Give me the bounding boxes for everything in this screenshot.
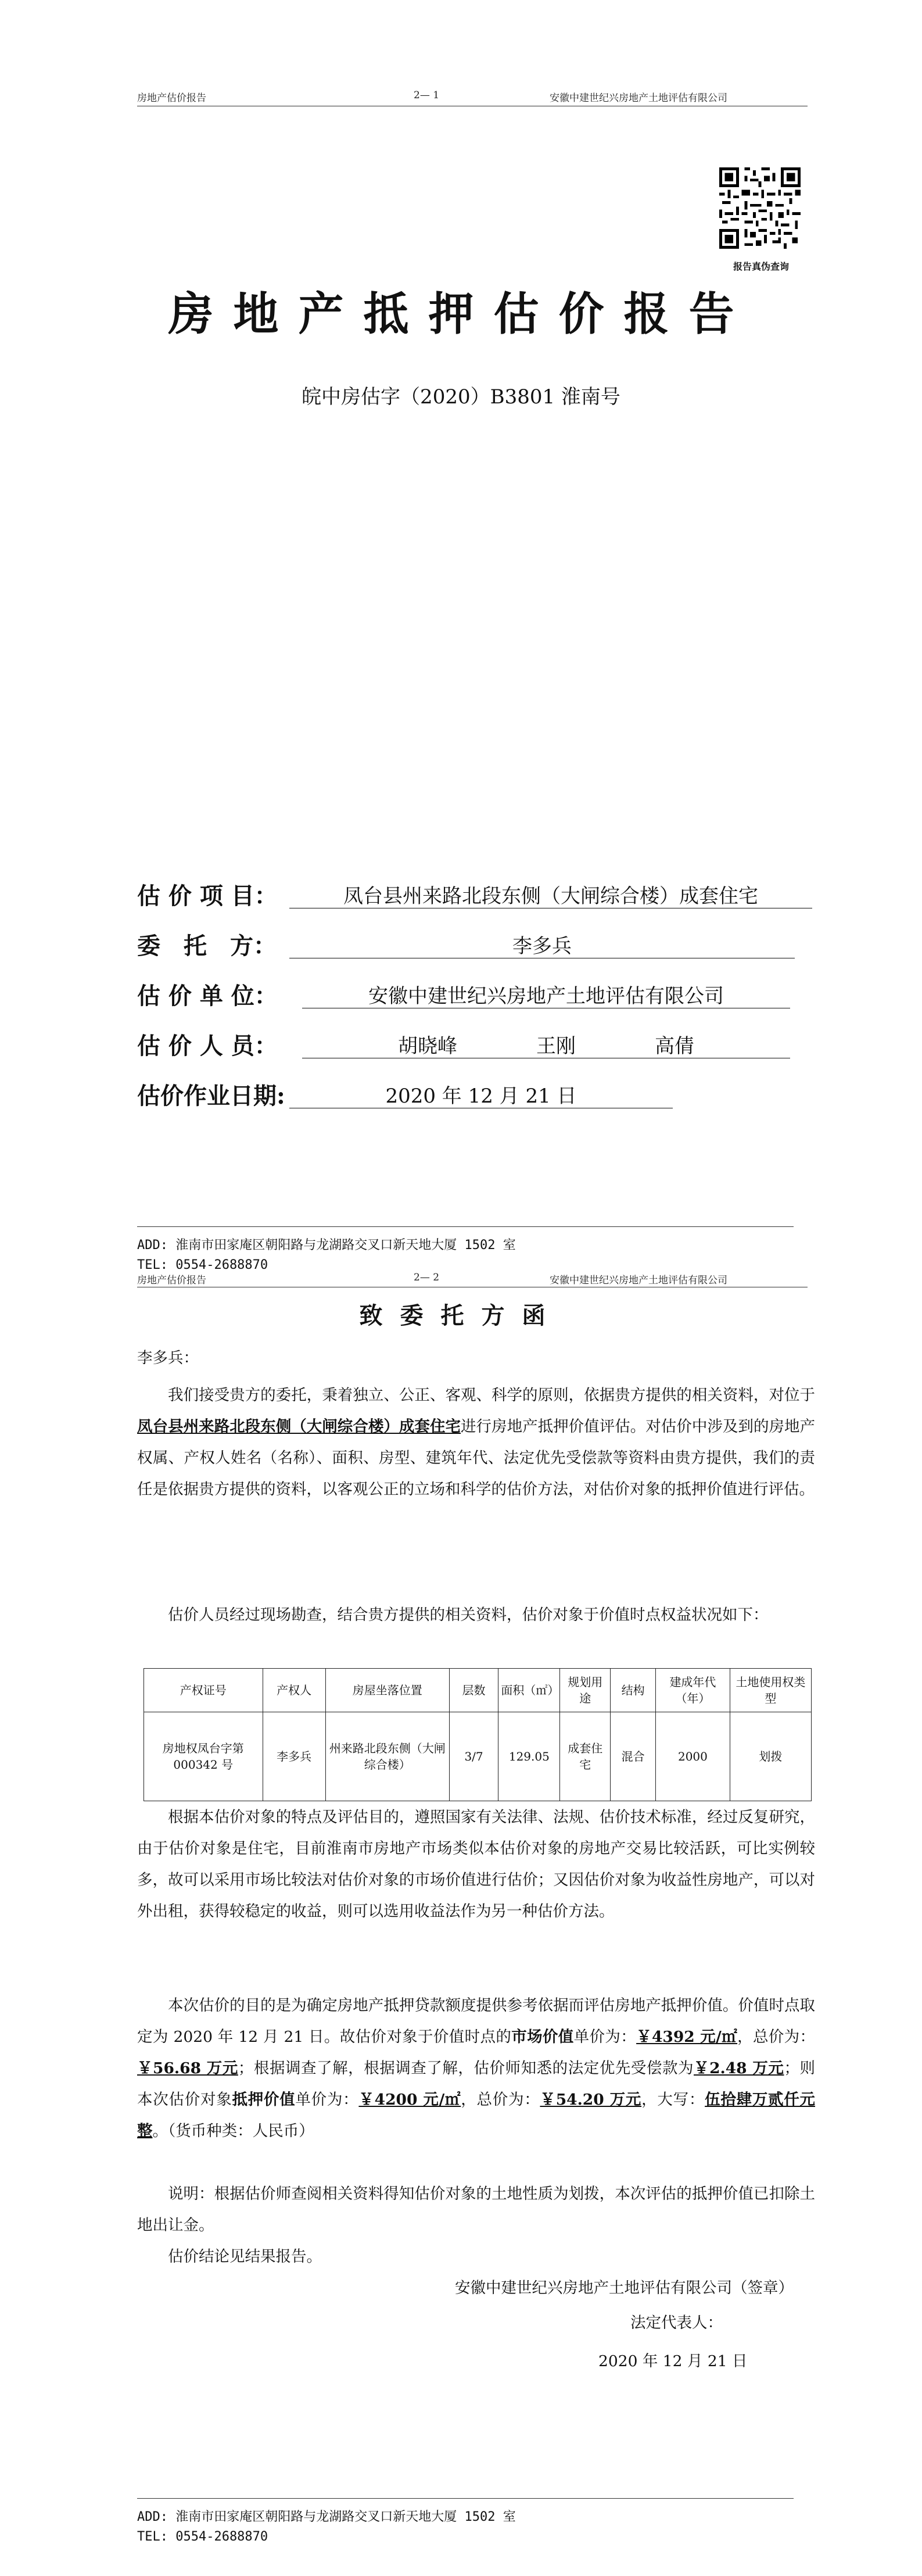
table-header: 产权证号 [144, 1669, 263, 1712]
mortgage-unit-price: ￥4200 元/㎡ [358, 2091, 461, 2109]
table-header: 房屋坐落位置 [325, 1669, 449, 1712]
letter-paragraph-3: 根据本估价对象的特点及评估目的，遵照国家有关法律、法规、估价技术标准，经过反复研究，由于估价对象是住宅，目前淮南市房地产市场类似本估价对象的房地产交易比较活跃，可比实例较多，故可以采用市场比较法对估价对象的市场价值进行估价；又因估价对象为收益性房地产，可以对外出租，获得较稳定的收益，则可以选用收益法作为另一种估价方法。 [137, 1808, 815, 1920]
table-header: 规划用途 [560, 1669, 611, 1712]
p4-text: 单价为： [573, 2028, 637, 2046]
info-value-appraisers: 胡晓峰 王刚 高倩 [398, 1035, 694, 1058]
p4-text: ；根据调查了解，根据调查了解，估价师知悉的法定优先受偿款为 [238, 2059, 694, 2077]
report-number: 皖中房估字（2020）B3801 淮南号 [302, 385, 620, 409]
table-cell: 3/7 [449, 1712, 498, 1801]
p1-text-b: 进行房地产抵押价值评估。对估价中涉及到的房地产权属、产权人姓名（名称）、面积、房型、建筑年代、法定优先受偿款等资料由贵方提供，我们的责任是依据贵方提供的资料，以客观公正的立场和科学的估价方法，对估价对象的抵押价值进行评估。 [137, 1418, 816, 1498]
page2-footer-address: ADD: 淮南市田家庵区朝阳路与龙湖路交叉口新天地大厦 1502 室 [137, 2510, 516, 2524]
market-total-price: ￥56.68 万元 [137, 2059, 238, 2077]
p4-text: 。（货币种类：人民币） [152, 2122, 314, 2140]
letter-paragraph-1 [137, 1380, 815, 1505]
table-header-row [144, 1669, 812, 1712]
market-unit-price: ￥4392 元/㎡ [636, 2028, 738, 2046]
p1-text-a: 我们接受贵方的委托，秉着独立、公正、客观、科学的原则，依据贵方提供的相关资料，对位于 [168, 1386, 815, 1404]
p4-mortgage-value-label: 抵押价值 [232, 2091, 296, 2109]
page1-footer-address: ADD: 淮南市田家庵区朝阳路与龙湖路交叉口新天地大厦 1502 室 [137, 1238, 516, 1253]
table-cell: 混合 [611, 1712, 656, 1801]
report-title: 房地产抵押估价报告 [168, 288, 754, 341]
info-label-agency: 估 价 单 位： [137, 982, 278, 1010]
mortgage-total-in-words: 伍拾肆万贰仟元整 [137, 2091, 816, 2140]
page2-header-left: 房地产估价报告 [137, 1275, 206, 1286]
page1-footer-tel: TEL: 0554-2688870 [137, 1258, 268, 1272]
table-header: 层数 [449, 1669, 498, 1712]
p4-text: ；则本次估价对象 [137, 2059, 816, 2109]
table-header: 产权人 [263, 1669, 325, 1712]
mortgage-total-price: ￥54.20 万元 [540, 2091, 642, 2109]
letter-salutation: 李多兵： [137, 1349, 199, 1367]
p4-text: ，总价为： [737, 2028, 816, 2046]
letter-title: 致委托方函 [359, 1302, 563, 1329]
signature-legal-representative: 法定代表人： [630, 2314, 723, 2332]
table-cell: 房地权凤台字第000342 号 [144, 1712, 263, 1801]
priority-claim-amount: ￥2.48 万元 [694, 2059, 784, 2077]
signature-company: 安徽中建世纪兴房地产土地评估有限公司（签章） [455, 2279, 794, 2297]
p4-text: 本次估价的目的是为确定房地产抵押贷款额度提供参考依据而评估房地产抵押价值。价值时点取定为 2020 年 12 月 21 日。故估价对象于价值时点的 [137, 1997, 815, 2046]
table-row [144, 1712, 812, 1801]
info-value-agency: 安徽中建世纪兴房地产土地评估有限公司 [368, 985, 724, 1008]
table-cell: 129.05 [498, 1712, 560, 1801]
table-cell: 州来路北段东侧（大闸综合楼） [325, 1712, 449, 1801]
page1-header-right: 安徽中建世纪兴房地产土地评估有限公司 [550, 92, 727, 104]
page1-header-left: 房地产估价报告 [137, 92, 206, 104]
qr-code-icon[interactable] [719, 167, 801, 249]
page2-footer-tel: TEL: 0554-2688870 [137, 2530, 268, 2544]
table-header: 结构 [611, 1669, 656, 1712]
p4-text: ，总价为： [461, 2091, 540, 2109]
p4-market-value-label: 市场价值 [511, 2028, 574, 2046]
letter-paragraph-2: 估价人员经过现场勘查，结合贵方提供的相关资料，估价对象于价值时点权益状况如下： [168, 1606, 769, 1624]
info-label-appraisers: 估 价 人 员： [137, 1032, 278, 1060]
table-header: 建成年代（年） [656, 1669, 730, 1712]
page2-header-right: 安徽中建世纪兴房地产土地评估有限公司 [550, 1275, 727, 1286]
info-label-project: 估 价 项 目： [137, 882, 278, 910]
table-cell: 成套住宅 [560, 1712, 611, 1801]
page1-header-page-number: 2— 1 [414, 90, 440, 101]
info-label-client: 委 托 方： [137, 932, 277, 960]
page2-header-page-number: 2— 2 [414, 1272, 440, 1283]
qr-caption: 报告真伪查询 [733, 261, 789, 272]
table-header: 土地使用权类型 [730, 1669, 811, 1712]
table-cell: 李多兵 [263, 1712, 325, 1801]
info-value-work-date: 2020 年 12 月 21 日 [385, 1085, 577, 1108]
letter-paragraph-6: 估价结论见结果报告。 [168, 2248, 322, 2266]
table-header: 面积（㎡） [498, 1669, 560, 1712]
page2-footer-rule [137, 2498, 794, 2499]
info-label-work-date: 估价作业日期: [137, 1082, 285, 1110]
p1-property-location: 凤台县州来路北段东侧（大闸综合楼）成套住宅 [137, 1418, 461, 1436]
info-value-client: 李多兵 [512, 935, 572, 958]
page1-footer-rule [137, 1226, 794, 1227]
table-cell: 2000 [656, 1712, 730, 1801]
letter-paragraph-5: 说明：根据估价师查阅相关资料得知估价对象的土地性质为划拨，本次评估的抵押价值已扣除土地出让金。 [137, 2185, 815, 2234]
info-value-project: 凤台县州来路北段东侧（大闸综合楼）成套住宅 [343, 885, 758, 908]
p4-text: ，大写： [641, 2091, 705, 2109]
table-cell: 划拨 [730, 1712, 811, 1801]
signature-date: 2020 年 12 月 21 日 [598, 2352, 748, 2370]
p4-text: 单价为： [295, 2091, 359, 2109]
property-rights-table [143, 1668, 812, 1801]
letter-paragraph-4 [137, 1990, 815, 2147]
